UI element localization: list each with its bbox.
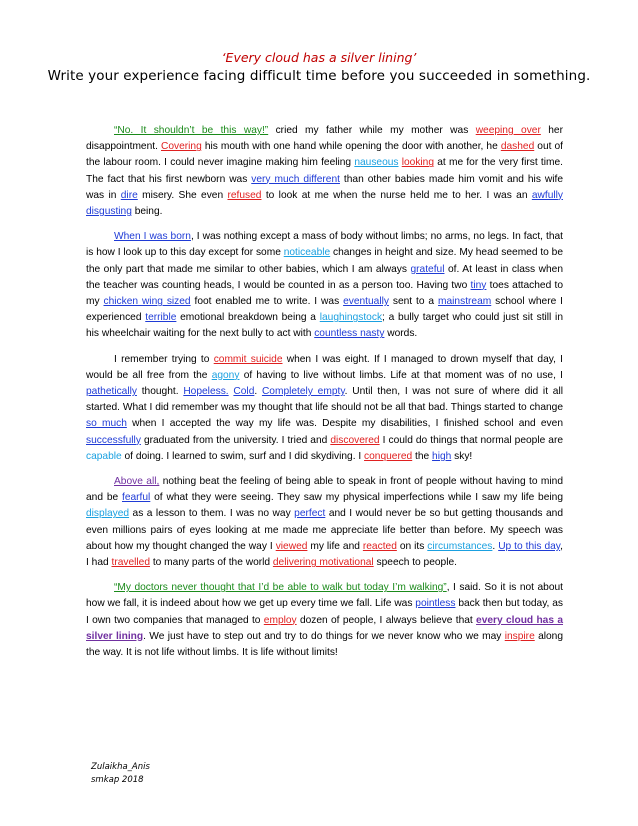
text-run: her disappointment. bbox=[86, 125, 563, 153]
document-subtitle: Write your experience facing difficult time before you succeeded in something. bbox=[47, 68, 591, 84]
text-run: of doing. I learned to swim, surf and I did skydiving. I bbox=[121, 450, 365, 462]
text-run: at me for the very first time. The fact that his first newborn was bbox=[86, 157, 563, 185]
highlighted-phrase: awfully disgusting bbox=[86, 189, 563, 218]
highlighted-phrase: “My doctors never thought that I’d be able to walk but today I’m walking” bbox=[114, 582, 447, 594]
highlighted-phrase: When I was born bbox=[114, 231, 191, 243]
highlighted-phrase: Cold bbox=[233, 386, 255, 398]
text-run: speech to people. bbox=[373, 557, 457, 569]
highlighted-phrase: laughingstock bbox=[319, 312, 383, 324]
highlighted-phrase: refused bbox=[227, 189, 262, 201]
highlighted-phrase: discovered bbox=[330, 434, 380, 446]
highlighted-phrase: so much bbox=[86, 418, 127, 430]
highlighted-phrase: travelled bbox=[111, 557, 151, 569]
highlighted-phrase: dashed bbox=[500, 141, 535, 153]
text-run: I could do things that normal people are bbox=[379, 434, 563, 446]
text-run: . Until then, I was not sure of where did it all started. What I did remember was my thought that life should not be all that bad. Things started to change bbox=[86, 386, 563, 414]
text-run: misery. She even bbox=[137, 189, 228, 201]
text-run: cried my father while my mother was bbox=[268, 125, 476, 136]
essay-body bbox=[86, 123, 563, 670]
highlighted-phrase: chicken wing sized bbox=[103, 296, 191, 308]
essay-paragraph bbox=[86, 352, 563, 465]
text-run: words. bbox=[384, 328, 418, 340]
text-run: than other babies made him vomit and his wife was in bbox=[86, 173, 563, 201]
highlighted-phrase: pathetically bbox=[86, 386, 137, 398]
text-run: on its bbox=[396, 540, 428, 552]
highlighted-phrase: looking bbox=[401, 157, 435, 169]
text-run: when I accepted the way my life was. Despite my disabilities, I finished school and even bbox=[126, 418, 563, 430]
highlighted-phrase: dire bbox=[120, 189, 138, 201]
highlighted-phrase: Covering bbox=[160, 141, 202, 153]
highlighted-phrase: delivering motivational bbox=[272, 557, 374, 569]
highlighted-phrase: fearful bbox=[121, 492, 151, 504]
text-run: the bbox=[412, 450, 433, 462]
highlighted-phrase: “No. It shouldn’t be this way!” bbox=[114, 125, 269, 136]
document-title: ‘Every cloud has a silver lining’ bbox=[221, 50, 417, 65]
text-run: and I would never be so but getting thousands and even millions pairs of eyes looking at me made me appreciate life better than before. My speech was about how my thought changed the way I bbox=[86, 508, 563, 552]
highlighted-phrase: viewed bbox=[275, 540, 308, 552]
highlighted-phrase: circumstances bbox=[427, 540, 493, 552]
highlighted-phrase: terrible bbox=[145, 312, 177, 324]
essay-paragraph bbox=[86, 123, 563, 220]
text-run: being. bbox=[131, 206, 163, 218]
text-run: , I had bbox=[86, 540, 563, 569]
highlighted-phrase: Up to this day bbox=[498, 540, 561, 552]
highlighted-phrase: high bbox=[432, 450, 452, 462]
essay-paragraph bbox=[86, 474, 563, 571]
text-run: toes attached to my bbox=[86, 279, 564, 308]
highlighted-phrase: grateful bbox=[410, 263, 445, 275]
text-run: to many parts of the world bbox=[150, 557, 273, 569]
highlighted-phrase: Hopeless. bbox=[183, 386, 229, 398]
text-run: , I was nothing except a mass of body without limbs; no arms, no legs. In fact, that is how I look up to this day except for some bbox=[86, 231, 563, 259]
text-run: foot enabled me to write. I was bbox=[190, 296, 344, 308]
highlighted-phrase: reacted bbox=[362, 540, 397, 552]
highlighted-phrase: Completely empty bbox=[261, 386, 345, 398]
highlighted-phrase: very much different bbox=[251, 173, 340, 185]
text-run: his mouth with one hand while opening the door with another, he bbox=[201, 141, 501, 153]
text-run: thought. bbox=[136, 386, 184, 398]
highlighted-phrase: nauseous bbox=[354, 157, 399, 169]
essay-paragraph bbox=[86, 580, 563, 661]
text-run: as a lesson to them. I was no way bbox=[129, 508, 295, 520]
text-run: dozen of people, I always believe that bbox=[296, 614, 477, 626]
text-run: my life and bbox=[307, 540, 363, 552]
highlighted-phrase: Above all, bbox=[114, 476, 160, 488]
highlighted-phrase: mainstream bbox=[438, 296, 492, 308]
text-run: . bbox=[254, 386, 262, 398]
text-run: school where I experienced bbox=[86, 296, 563, 324]
text-run: along the way. It is not life without limbs. It is life without limits! bbox=[86, 630, 563, 659]
highlighted-phrase: eventually bbox=[343, 296, 389, 308]
text-run: of having to live without limbs. Life at that moment was of no use, I bbox=[239, 369, 563, 381]
text-run: sky! bbox=[451, 450, 473, 462]
essay-paragraph bbox=[86, 229, 563, 342]
text-run: I remember trying to bbox=[114, 353, 214, 365]
highlighted-phrase: countless nasty bbox=[314, 328, 385, 340]
highlighted-phrase: noticeable bbox=[283, 247, 331, 259]
text-run: when I was eight. If I managed to drown myself that day, I would be all free from the bbox=[86, 353, 563, 381]
text-run: of what they were seeing. They saw my physical imperfections while I saw my life being bbox=[150, 492, 563, 504]
highlighted-phrase: pointless bbox=[415, 598, 456, 610]
text-run: . We just have to step out and try to do things for we never know who we may bbox=[143, 630, 505, 642]
highlighted-phrase: agony bbox=[211, 369, 240, 381]
author-signature bbox=[91, 761, 150, 787]
text-run: to look at me when the nurse held me to her. I was an bbox=[261, 189, 532, 201]
text-run: back then but today, as I own two companies that managed to bbox=[86, 598, 563, 626]
highlighted-phrase: every cloud has a silver lining bbox=[86, 614, 563, 642]
highlighted-phrase: employ bbox=[263, 614, 297, 626]
text-run: emotional breakdown being a bbox=[176, 312, 320, 324]
text-run: of. At least in class when the teacher was counting heads, I would be counted in as a person too. Having two bbox=[86, 263, 563, 291]
highlighted-phrase: displayed bbox=[86, 508, 130, 520]
highlighted-phrase: inspire bbox=[504, 630, 535, 642]
highlighted-phrase: commit suicide bbox=[213, 353, 283, 365]
text-run: , I said. So it is not about how we fall, it is indeed about how we get up every time we fall. Life was bbox=[86, 582, 563, 610]
highlighted-phrase: capable bbox=[86, 450, 122, 462]
text-run: out of the labour room. I could never imagine making him feeling bbox=[86, 141, 564, 169]
author-school: smkap 2018 bbox=[91, 775, 144, 785]
highlighted-phrase: conquered bbox=[364, 450, 413, 462]
text-run: nothing beat the feeling of being able to speak in front of people without having to mind and be bbox=[86, 476, 563, 504]
text-run: sent to a bbox=[388, 296, 439, 308]
text-run: changes in height and size. My head seemed to be the only part that made me similar to other babies, which I am always bbox=[86, 247, 564, 275]
text-run: ; a bully target who could just sit still in his wheelchair waiting for the next bully to act with bbox=[86, 312, 563, 340]
text-run: graduated from the university. I tried and bbox=[140, 434, 331, 446]
highlighted-phrase: perfect bbox=[294, 508, 326, 520]
highlighted-phrase: successfully bbox=[86, 434, 141, 446]
highlighted-phrase: tiny bbox=[470, 279, 487, 291]
author-name: Zulaikha_Anis bbox=[91, 762, 150, 772]
highlighted-phrase: weeping over bbox=[475, 125, 541, 136]
text-run: . bbox=[492, 540, 499, 552]
